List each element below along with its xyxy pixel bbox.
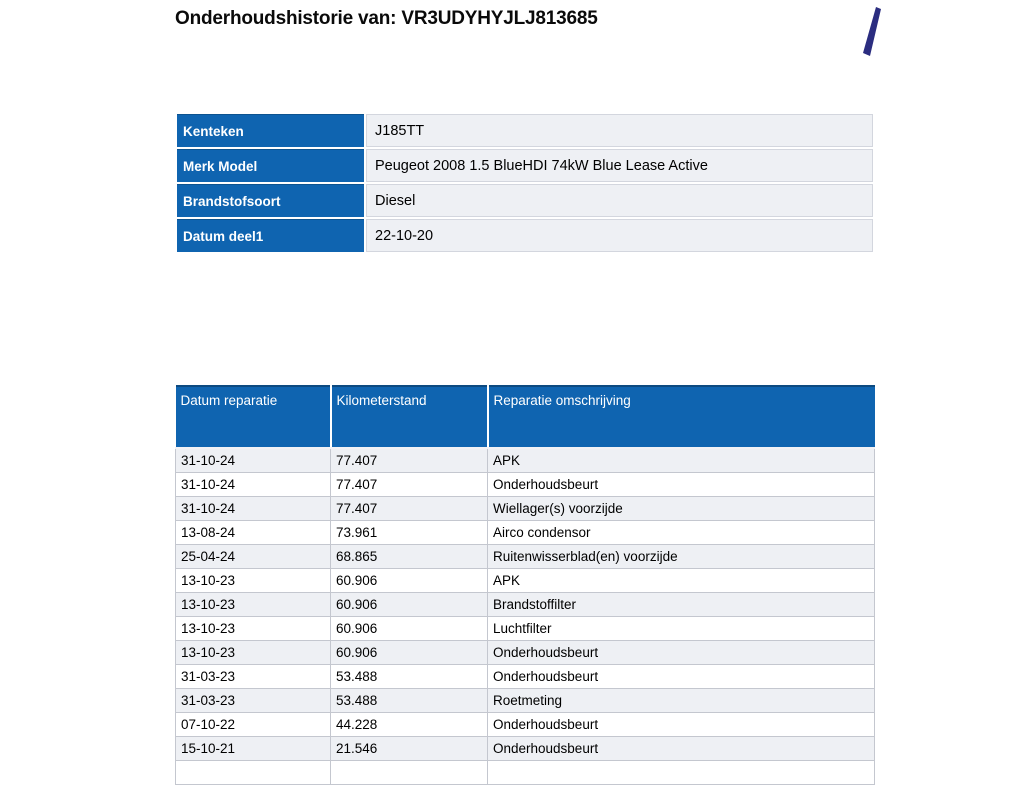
cell-datum-reparatie: 13-10-23 [176, 569, 331, 593]
vehicle-info-row [177, 219, 873, 252]
cell-reparatie-omschrijving: Onderhoudsbeurt [488, 713, 875, 737]
cell-kilometerstand: 60.906 [331, 569, 488, 593]
cell-reparatie-omschrijving: Airco condensor [488, 521, 875, 545]
vehicle-info-body [177, 114, 873, 252]
cell-datum-reparatie: 31-10-24 [176, 448, 331, 473]
vehicle-info-label: Brandstofsoort [177, 184, 364, 217]
vehicle-info-row [177, 184, 873, 217]
vehicle-info-table [175, 112, 875, 254]
table-row [176, 617, 875, 641]
cell-datum-reparatie: 25-04-24 [176, 545, 331, 569]
cell-datum-reparatie: 13-10-23 [176, 617, 331, 641]
cell-kilometerstand: 60.906 [331, 617, 488, 641]
table-row [176, 521, 875, 545]
cell-datum-reparatie: 07-10-22 [176, 713, 331, 737]
maintenance-table-body [176, 448, 875, 785]
table-row [176, 641, 875, 665]
vehicle-info-row [177, 114, 873, 147]
cell-datum-reparatie: 31-03-23 [176, 689, 331, 713]
cell-kilometerstand: 77.407 [331, 497, 488, 521]
cell-datum-reparatie: 13-10-23 [176, 641, 331, 665]
cell-kilometerstand: 44.228 [331, 713, 488, 737]
cell-datum-reparatie: 31-10-24 [176, 497, 331, 521]
table-row [176, 761, 875, 785]
page-title: Onderhoudshistorie van: VR3UDYHYJLJ813685 [175, 8, 598, 29]
cell-kilometerstand: 77.407 [331, 448, 488, 473]
maintenance-table-header [176, 386, 875, 448]
table-row [176, 737, 875, 761]
table-row [176, 545, 875, 569]
vehicle-info-label: Kenteken [177, 114, 364, 147]
cell-kilometerstand: 60.906 [331, 593, 488, 617]
cell-kilometerstand: 53.488 [331, 665, 488, 689]
vehicle-info-value: Peugeot 2008 1.5 BlueHDI 74kW Blue Lease Active [366, 149, 873, 182]
table-row [176, 473, 875, 497]
cell-kilometerstand: 68.865 [331, 545, 488, 569]
cell-kilometerstand: 21.546 [331, 737, 488, 761]
table-row [176, 593, 875, 617]
cell-datum-reparatie: 15-10-21 [176, 737, 331, 761]
vehicle-info-value: J185TT [366, 114, 873, 147]
cell-reparatie-omschrijving: APK [488, 448, 875, 473]
table-row [176, 569, 875, 593]
maintenance-history-table [175, 385, 875, 785]
cell-reparatie-omschrijving: Wiellager(s) voorzijde [488, 497, 875, 521]
maintenance-header-row [176, 386, 875, 448]
cell-kilometerstand: 53.488 [331, 689, 488, 713]
cell-kilometerstand: 77.407 [331, 473, 488, 497]
cell-reparatie-omschrijving: Onderhoudsbeurt [488, 641, 875, 665]
column-header-kilometerstand: Kilometerstand [331, 386, 488, 448]
column-header-reparatie-omschrijving: Reparatie omschrijving [488, 386, 875, 448]
cell-reparatie-omschrijving [488, 761, 875, 785]
cell-reparatie-omschrijving: Onderhoudsbeurt [488, 473, 875, 497]
cell-reparatie-omschrijving: APK [488, 569, 875, 593]
vehicle-info-row [177, 149, 873, 182]
cell-kilometerstand: 60.906 [331, 641, 488, 665]
cell-datum-reparatie [176, 761, 331, 785]
vehicle-info-value: 22-10-20 [366, 219, 873, 252]
cell-reparatie-omschrijving: Ruitenwisserblad(en) voorzijde [488, 545, 875, 569]
cell-datum-reparatie: 31-03-23 [176, 665, 331, 689]
cell-reparatie-omschrijving: Onderhoudsbeurt [488, 737, 875, 761]
cell-datum-reparatie: 31-10-24 [176, 473, 331, 497]
table-row [176, 665, 875, 689]
cell-reparatie-omschrijving: Onderhoudsbeurt [488, 665, 875, 689]
cell-reparatie-omschrijving: Brandstoffilter [488, 593, 875, 617]
cell-kilometerstand: 73.961 [331, 521, 488, 545]
cell-kilometerstand [331, 761, 488, 785]
vehicle-info-value: Diesel [366, 184, 873, 217]
table-row [176, 497, 875, 521]
brand-logo-stroke-icon [860, 7, 882, 56]
cell-reparatie-omschrijving: Roetmeting [488, 689, 875, 713]
vehicle-info-label: Datum deel1 [177, 219, 364, 252]
vehicle-info-label: Merk Model [177, 149, 364, 182]
cell-datum-reparatie: 13-08-24 [176, 521, 331, 545]
column-header-datum-reparatie: Datum reparatie [176, 386, 331, 448]
cell-reparatie-omschrijving: Luchtfilter [488, 617, 875, 641]
table-row [176, 448, 875, 473]
cell-datum-reparatie: 13-10-23 [176, 593, 331, 617]
table-row [176, 713, 875, 737]
table-row [176, 689, 875, 713]
